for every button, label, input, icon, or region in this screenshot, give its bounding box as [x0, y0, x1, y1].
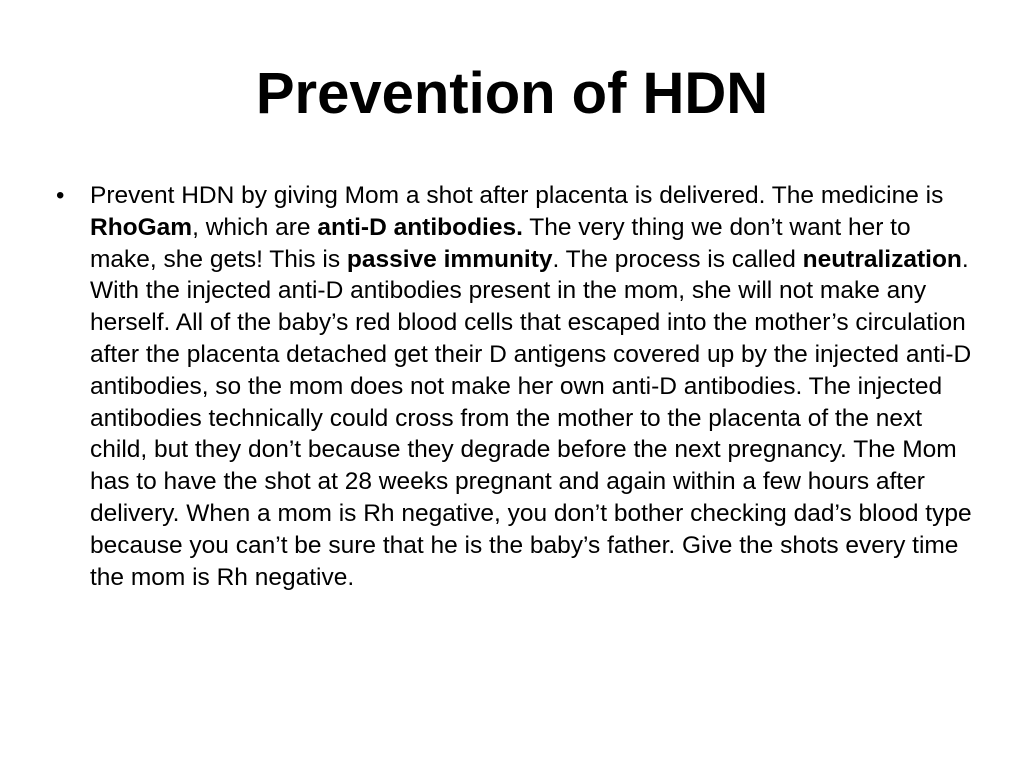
- bold-term-anti-d-antibodies: anti-D antibodies.: [317, 213, 523, 241]
- text-segment: Prevent HDN by giving Mom a shot after placenta is delivered. The medicine is: [90, 182, 944, 209]
- bold-term-neutralization: neutralization: [802, 245, 962, 273]
- bold-term-passive-immunity: passive immunity: [346, 245, 553, 273]
- slide-title: Prevention of HDN: [255, 61, 769, 126]
- bullet-list: [0, 180, 1024, 593]
- text-segment: , which are: [192, 213, 318, 241]
- bold-term-rhogam: RhoGam: [90, 213, 193, 241]
- bullet-text: [90, 180, 980, 593]
- text-segment: The very thing we don’t want her to make, she gets! This is: [90, 213, 911, 273]
- bullet-item: [0, 180, 1024, 593]
- text-segment: . With the injected anti-D antibodies present in the mom, she will not make any herself. All of the baby’s red blood cells that escaped into the mother’s circulation after the placenta detached get their D antigens covered up by the injected anti-D antibodies, so the mom does not make her own anti-D antibodies. The injected antibodies technically could cross from the mother to the placenta of the next child, but they don’t because they degrade before the next pregnancy. The Mom has to have the shot at 28 weeks pregnant and again within a few hours after delivery. When a mom is Rh negative, you don’t bother checking dad’s blood type because you can’t be sure that he is the baby’s father. Give the shots every time the mom is Rh negative.: [90, 245, 972, 591]
- bullet-icon: •: [56, 182, 65, 209]
- text-segment: . The process is called: [552, 245, 803, 273]
